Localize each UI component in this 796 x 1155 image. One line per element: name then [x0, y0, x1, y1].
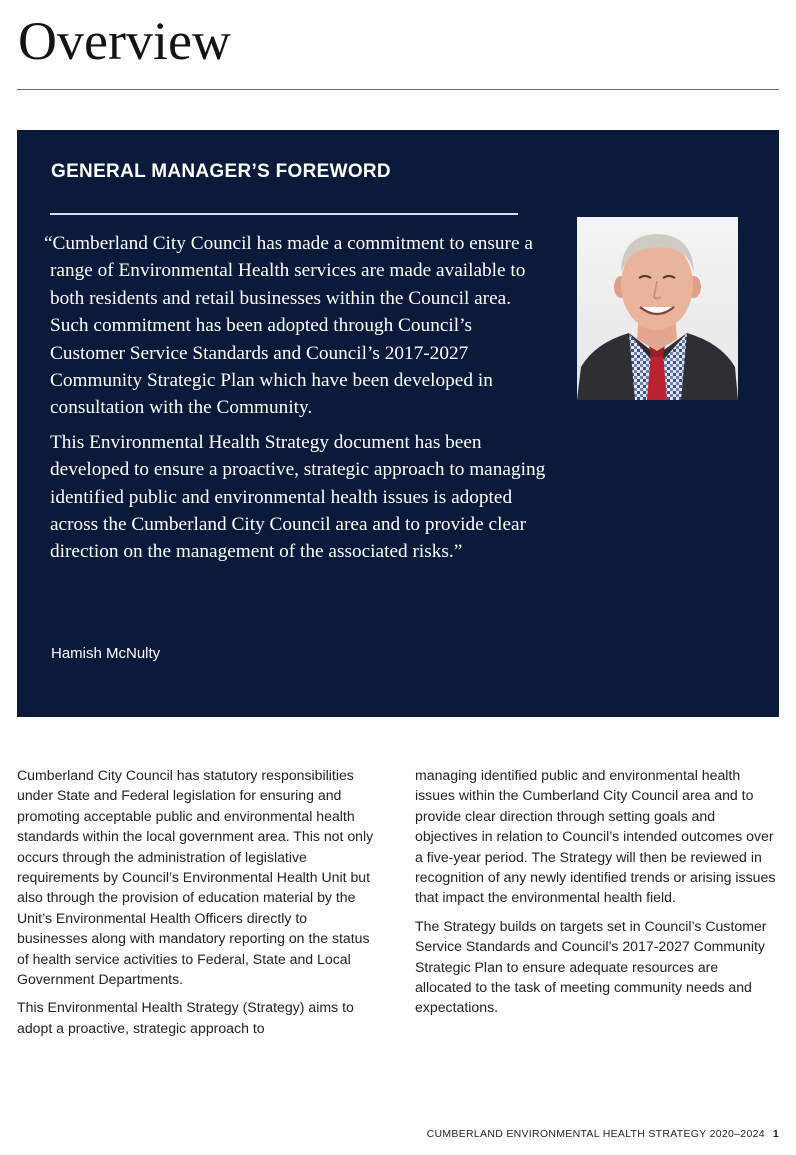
page-number: 1	[772, 1128, 779, 1140]
foreword-divider	[50, 213, 518, 215]
body-column-right	[415, 765, 777, 1026]
foreword-panel	[17, 130, 779, 717]
foreword-signature: Hamish McNulty	[51, 645, 161, 662]
quote-paragraph-2: This Environmental Health Strategy document has been developed to ensure a proactive, strategic approach to managing identified public and environmental health issues is adopted across the Cumberland City Council area and to provide clear direction on the management of the associated risks.”	[50, 431, 546, 563]
body-paragraph: This Environmental Health Strategy (Strategy) aims to adopt a proactive, strategic approach to	[17, 999, 354, 1036]
title-divider	[17, 89, 779, 90]
body-column-left	[17, 765, 379, 1046]
body-paragraph: managing identified public and environmental health issues within the Cumberland City Council area and to provide clear direction through setting goals and objectives in relation to Council’s intended outcomes over a five-year period. The Strategy will then be reviewed in recognition of any newly identified trends or arising issues that impact the environmental health field.	[415, 767, 776, 906]
portrait-photo	[577, 217, 738, 400]
page-title: Overview	[18, 11, 231, 71]
body-paragraph: The Strategy builds on targets set in Council’s Customer Service Standards and Council’s 2017-2027 Community Strategic Plan to ensure adequate resources are allocated to the task of meeting community needs and expectations.	[415, 917, 767, 1016]
foreword-quote	[44, 230, 548, 573]
general-manager-portrait	[577, 217, 738, 400]
foreword-heading: GENERAL MANAGER’S FOREWORD	[51, 161, 391, 182]
quote-paragraph-1: “Cumberland City Council has made a commitment to ensure a range of Environmental Health services are made available to both residents and retail businesses within the Council area. Such commitment has been adopted through Council’s Customer Service Standards and Council’s 2017-2027 Community Strategic Plan which have been developed in consultation with the Community.	[44, 233, 533, 419]
body-paragraph: Cumberland City Council has statutory responsibilities under State and Federal legislation for ensuring and promoting acceptable public and environmental health standards within the local government area. This not only occurs through the administration of legislative requirements by Council’s Environmental Health Unit but also through the provision of education material by the Unit’s Environmental Health Officers directly to businesses along with mandatory reporting on the status of health service activities to Federal, State and Local Government Departments.	[17, 767, 374, 988]
page-footer	[427, 1127, 779, 1141]
footer-document-title: CUMBERLAND ENVIRONMENTAL HEALTH STRATEGY 2020–2024	[426, 1128, 765, 1140]
